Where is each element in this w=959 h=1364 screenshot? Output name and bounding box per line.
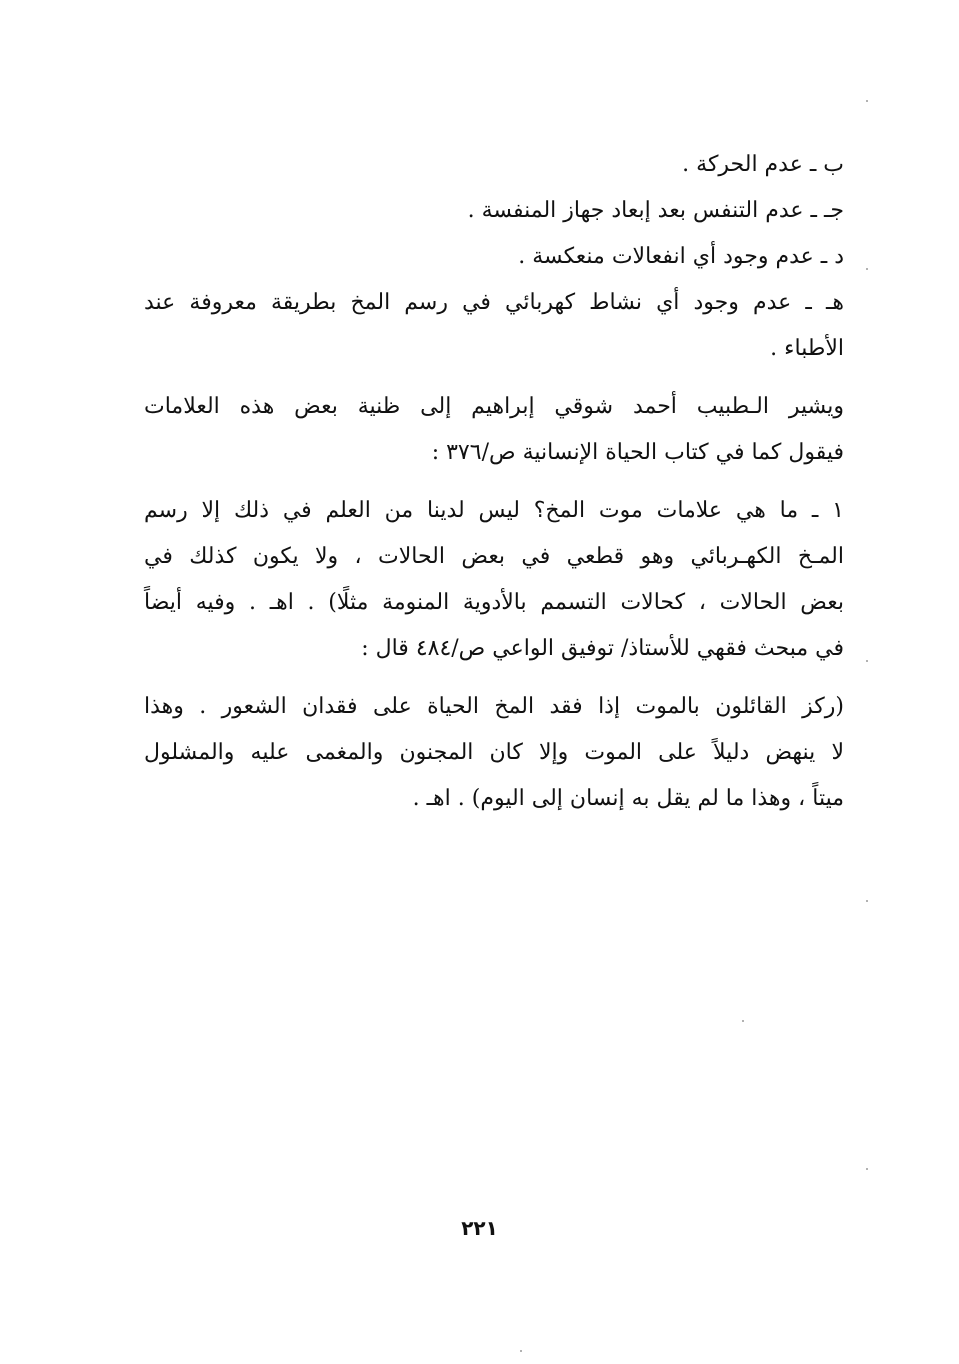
paragraph-doctor-reference	[144, 384, 844, 476]
list-item-j: جـ ـ عدم التنفس بعد إبعاد جهاز المنفسة .	[467, 198, 844, 223]
scan-speck	[520, 1350, 522, 1352]
paragraph-line: فيقول كما في كتاب الحياة الإنسانية ص/٣٧٦ :	[431, 440, 844, 465]
paragraph-line: ويشير الـطبيب أحمد شوقي إبراهيم إلى ظنية بعض هذه العلامات	[144, 394, 844, 419]
paragraph-line: في مبحث فقهي للأستاذ/ توفيق الواعي ص/٤٨٤ قال :	[361, 636, 844, 661]
paragraph-line: المـخ الكهـربائي وهو قطعي في بعض الحالات ، ولا يكون كذلك في	[144, 544, 844, 569]
scan-speck	[742, 1020, 744, 1022]
paragraph-quotation	[144, 684, 844, 822]
paragraph-line: ميتاً ، وهذا ما لم يقل به إنسان إلى اليوم) . اهـ .	[412, 786, 844, 811]
list-item-h-continuation: الأطباء .	[770, 336, 844, 361]
scan-speck	[866, 268, 868, 270]
scan-speck	[866, 100, 868, 102]
list-item-d: د ـ عدم وجود أي انفعالات منعكسة .	[518, 244, 844, 269]
scan-speck	[866, 660, 868, 662]
scan-speck	[866, 900, 868, 902]
scan-speck	[866, 1168, 868, 1170]
paragraph-line: بعض الحالات ، كحالات التسمم بالأدوية المنومة مثلًا) . اهـ . وفيه أيضاً	[144, 590, 844, 615]
page-number: ٢٢١	[461, 1216, 498, 1240]
criteria-list	[144, 142, 844, 372]
list-item-h: هـ ـ عدم وجود أي نشاط كهربائي في رسم المخ بطريقة معروفة عند	[144, 290, 844, 315]
list-item-b: ب ـ عدم الحركة .	[682, 152, 844, 177]
paragraph-line: ١ ـ ما هي علامات موت المخ؟ ليس لدينا من العلم في ذلك إلا رسم	[144, 498, 844, 523]
paragraph-line: (ركز القائلون بالموت إذا فقد المخ الحياة على فقدان الشعور . وهذا	[144, 694, 844, 719]
paragraph-brain-death-signs	[144, 488, 844, 672]
paragraph-line: لا ينهض دليلاً على الموت وإلا كان المجنون والمغمى عليه والمشلول	[144, 740, 844, 765]
